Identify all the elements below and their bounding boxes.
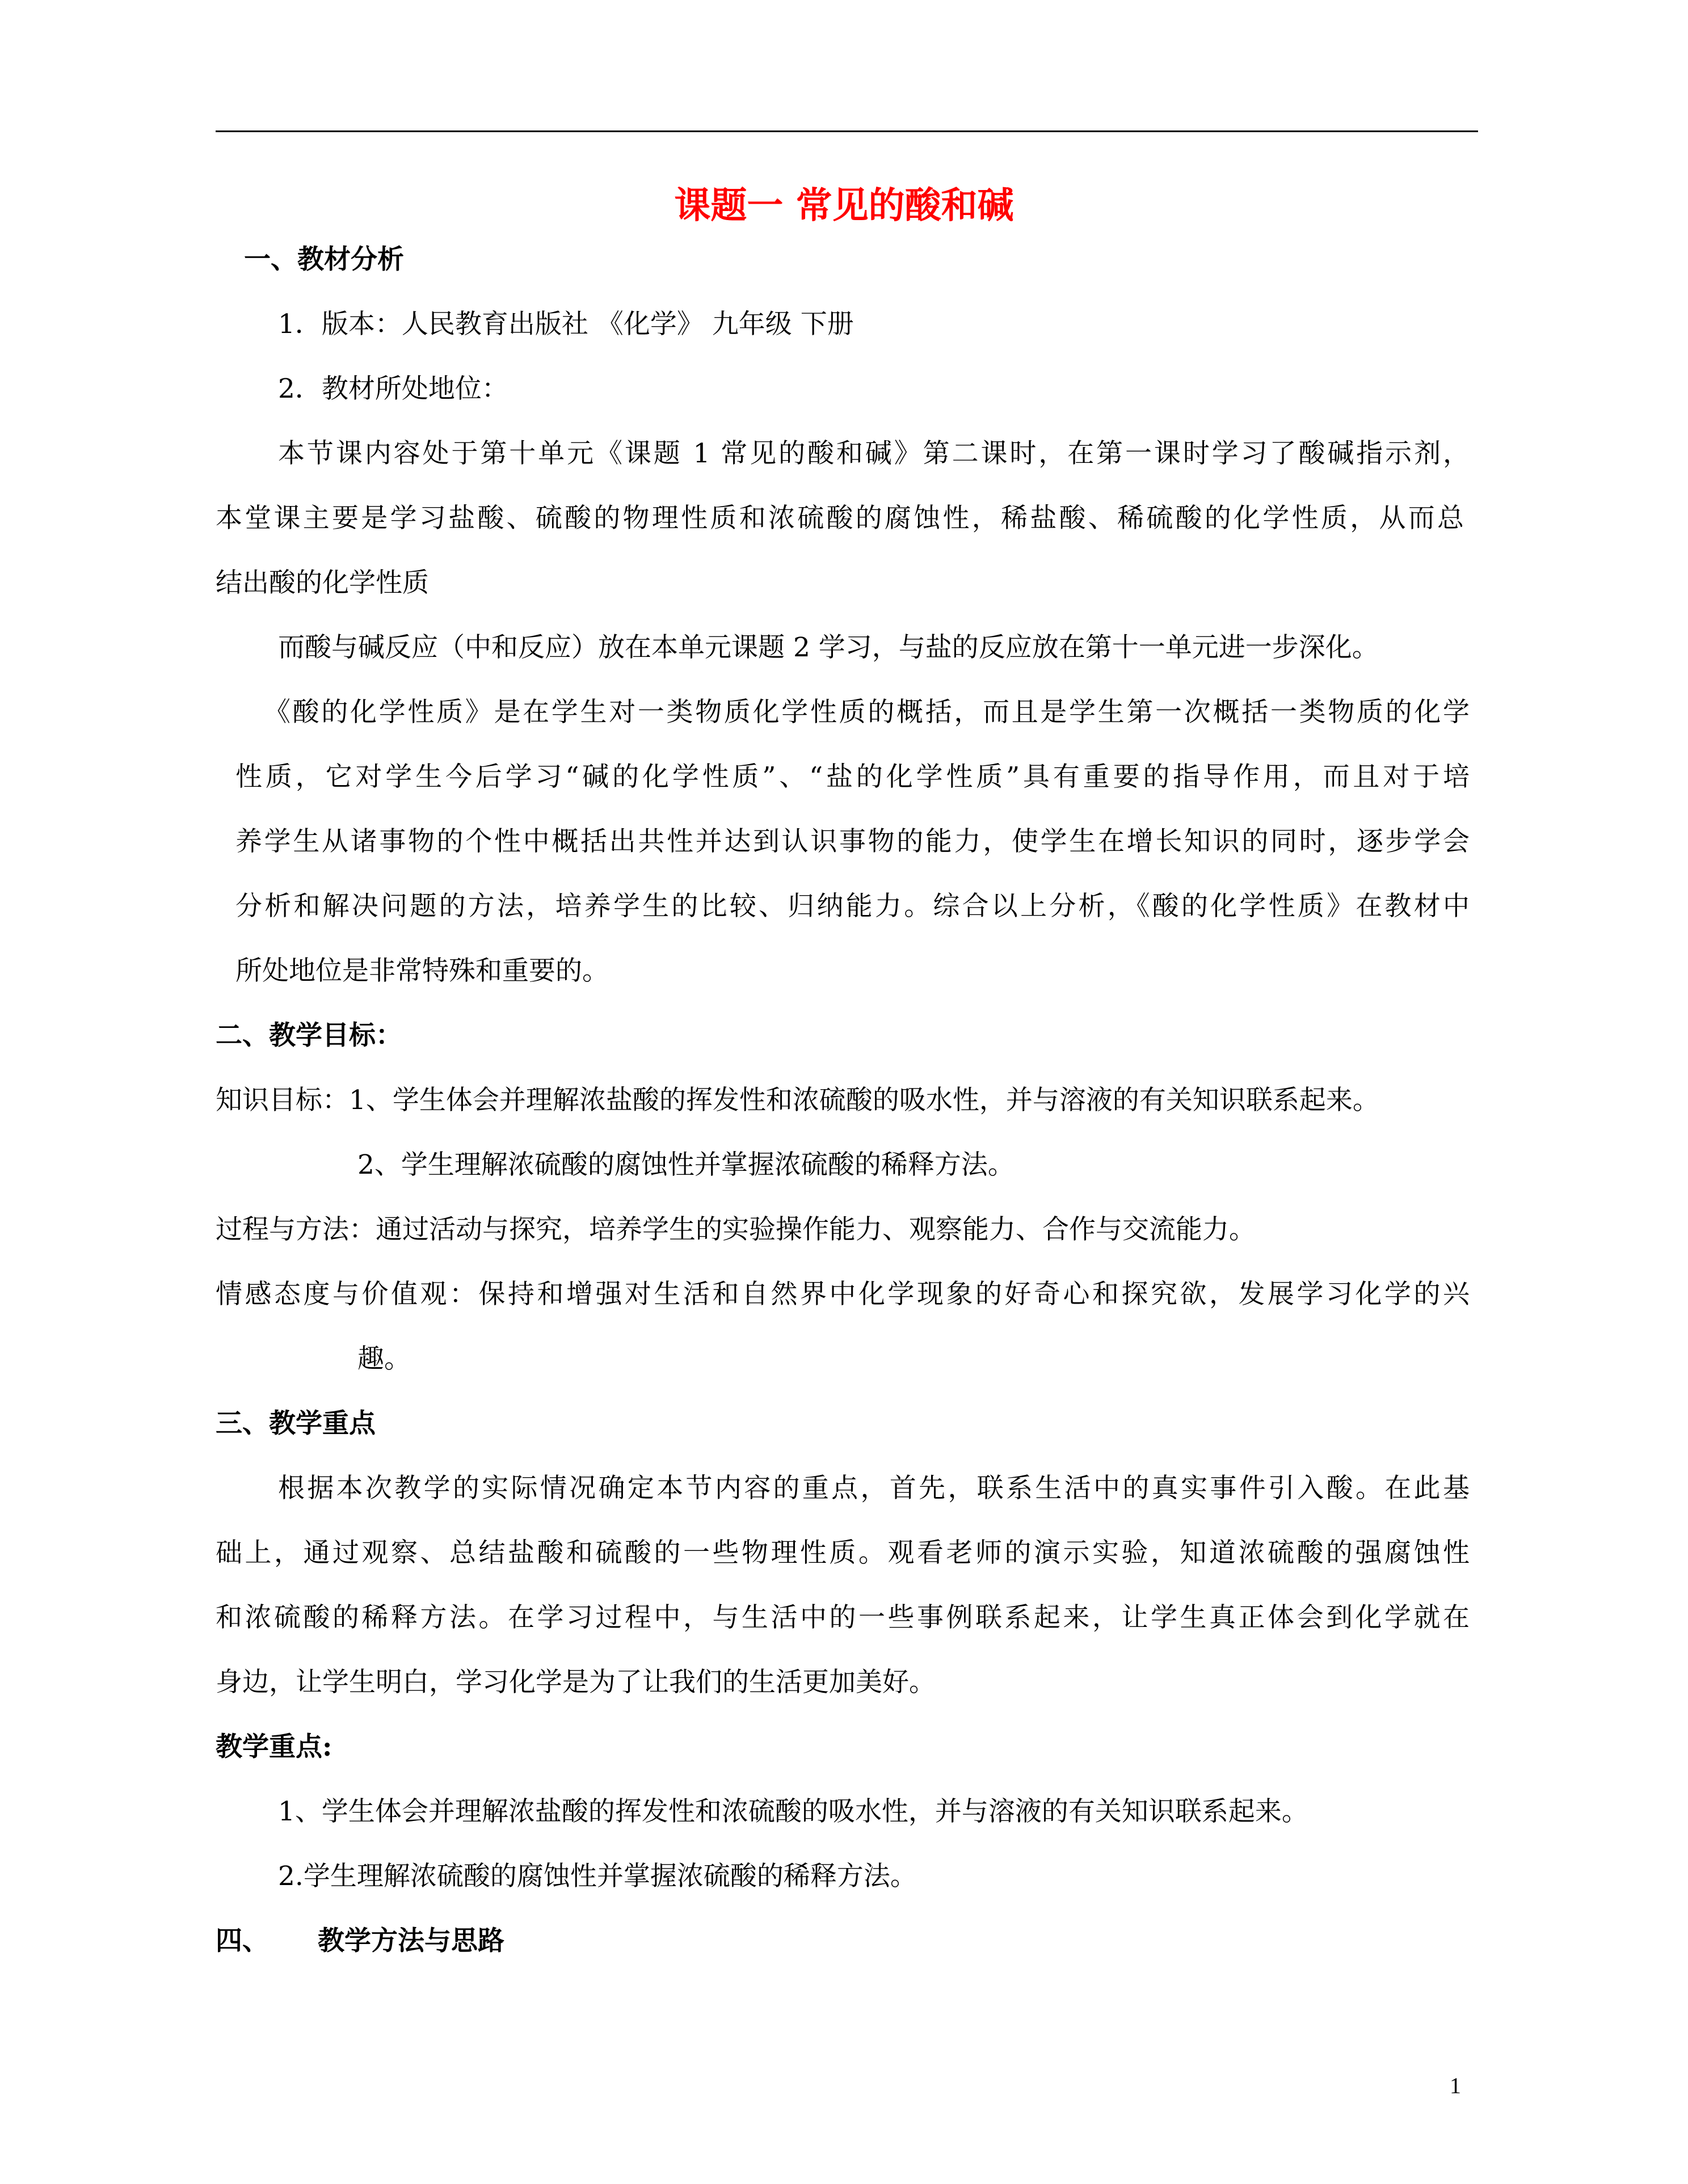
paragraph-line: 础上，通过观察、总结盐酸和硫酸的一些物理性质。观看老师的演示实验，知道浓硫酸的强腐蚀性 — [216, 1537, 1470, 1569]
emotion-goal-line: 情感态度与价值观：保持和增强对生活和自然界中化学现象的好奇心和探究欲，发展学习化学的兴 — [216, 1279, 1470, 1310]
section-heading-1: 一、教材分析 — [244, 244, 404, 275]
section-heading-2: 二、教学目标： — [216, 1020, 402, 1051]
paragraph-line: 而酸与碱反应（中和反应）放在本单元课题 2 学习，与盐的反应放在第十一单元进一步深化。 — [278, 632, 1379, 663]
header-rule — [216, 130, 1478, 132]
document-title: 课题一 常见的酸和碱 — [674, 184, 1014, 227]
key-point-1: 1、学生体会并理解浓盐酸的挥发性和浓硫酸的吸水性，并与溶液的有关知识联系起来。 — [278, 1796, 1308, 1827]
paragraph-line: 分析和解决问题的方法，培养学生的比较、归纳能力。综合以上分析，《酸的化学性质》在教材中 — [235, 891, 1470, 922]
knowledge-goal-1: 知识目标：1、学生体会并理解浓盐酸的挥发性和浓硫酸的吸水性，并与溶液的有关知识联系起来。 — [216, 1085, 1379, 1116]
position-label: 2．教材所处地位： — [278, 373, 508, 404]
process-method-goal: 过程与方法：通过活动与探究，培养学生的实验操作能力、观察能力、合作与交流能力。 — [216, 1214, 1256, 1245]
paragraph-line: 和浓硫酸的稀释方法。在学习过程中，与生活中的一些事例联系起来，让学生真正体会到化学就在 — [216, 1602, 1470, 1633]
key-points-heading: 教学重点: — [216, 1731, 332, 1763]
edition-line: 1．版本：人民教育出版社 《化学》 九年级 下册 — [278, 309, 854, 340]
knowledge-goal-2: 2、学生理解浓硫酸的腐蚀性并掌握浓硫酸的稀释方法。 — [357, 1149, 1015, 1180]
emotion-goal-line: 趣。 — [357, 1343, 411, 1375]
paragraph-line: 结出酸的化学性质 — [216, 567, 429, 598]
paragraph-line: 性质，它对学生今后学习“碱的化学性质”、“盐的化学性质”具有重要的指导作用，而且对于培 — [235, 761, 1470, 792]
paragraph-line: 本节课内容处于第十单元《课题 1 常见的酸和碱》第二课时，在第一课时学习了酸碱指示剂， — [278, 438, 1470, 469]
paragraph-line: 所处地位是非常特殊和重要的。 — [235, 955, 609, 986]
paragraph-line: 本堂课主要是学习盐酸、硫酸的物理性质和浓硫酸的腐蚀性，稀盐酸、稀硫酸的化学性质，从而总 — [216, 503, 1464, 534]
paragraph-line: 《酸的化学性质》是在学生对一类物质化学性质的概括，而且是学生第一次概括一类物质的化学 — [264, 697, 1470, 728]
section-heading-4: 教学方法与思路 — [318, 1925, 504, 1957]
paragraph-line: 根据本次教学的实际情况确定本节内容的重点，首先，联系生活中的真实事件引入酸。在此基 — [278, 1473, 1470, 1504]
key-point-2: 2.学生理解浓硫酸的腐蚀性并掌握浓硫酸的稀释方法。 — [278, 1861, 917, 1892]
paragraph-line: 身边，让学生明白，学习化学是为了让我们的生活更加美好。 — [216, 1667, 936, 1698]
section-heading-4-number: 四、 — [216, 1925, 269, 1957]
section-heading-3: 三、教学重点 — [216, 1408, 376, 1439]
paragraph-line: 养学生从诸事物的个性中概括出共性并达到认识事物的能力，使学生在增长知识的同时，逐步学会 — [235, 826, 1470, 857]
page-number: 1 — [1450, 2073, 1461, 2098]
